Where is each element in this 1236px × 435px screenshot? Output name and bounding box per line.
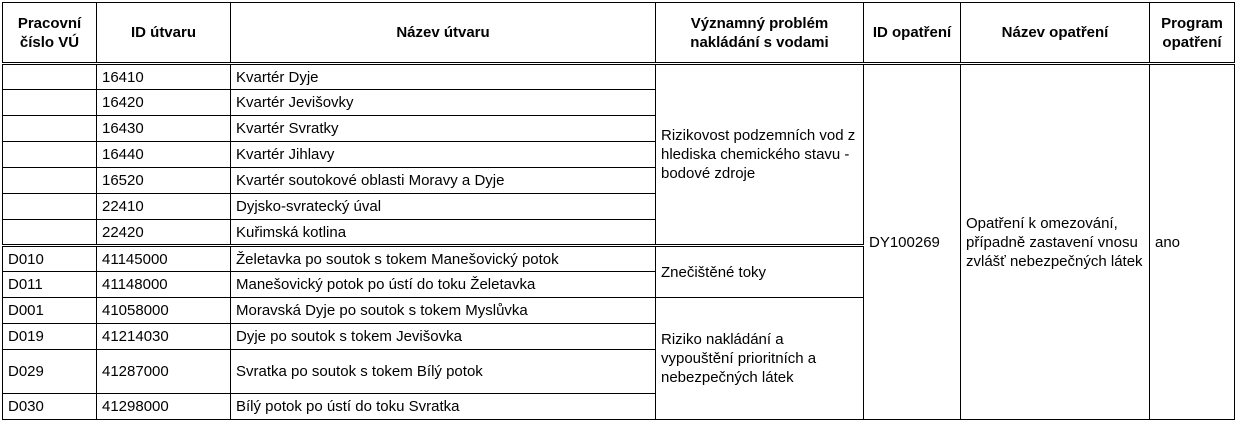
header-program: Program opatření	[1150, 3, 1235, 64]
problem-cell-groundwater: Rizikovost podzemních vod z hlediska chemického stavu - bodové zdroje	[656, 64, 864, 246]
unit-name-cell: Kvartér Jevišovky	[231, 90, 656, 116]
table-row	[3, 64, 1235, 90]
header-row	[3, 3, 1235, 64]
header-unit-id: ID útvaru	[97, 3, 231, 64]
header-vu-number: Pracovní číslo VÚ	[3, 3, 97, 64]
header-measure-id: ID opatření	[864, 3, 961, 64]
vu-number-cell: D010	[3, 246, 97, 272]
unit-id-cell: 22420	[97, 220, 231, 246]
vu-number-cell	[3, 142, 97, 168]
problem-cell-priority-substances: Riziko nakládání a vypouštění prioritních a nebezpečných látek	[656, 298, 864, 420]
vu-number-cell	[3, 168, 97, 194]
unit-name-cell: Kvartér soutokové oblasti Moravy a Dyje	[231, 168, 656, 194]
unit-id-cell: 41148000	[97, 272, 231, 298]
unit-id-cell: 16410	[97, 64, 231, 90]
header-problem: Významný problém nakládání s vodami	[656, 3, 864, 64]
unit-id-cell: 41287000	[97, 350, 231, 394]
unit-id-cell: 16440	[97, 142, 231, 168]
unit-name-cell: Dyjsko-svratecký úval	[231, 194, 656, 220]
vu-number-cell: D011	[3, 272, 97, 298]
program-cell: ano	[1150, 64, 1235, 420]
unit-name-cell: Manešovický potok po ústí do toku Želetavka	[231, 272, 656, 298]
problem-cell-polluted-streams: Znečištěné toky	[656, 246, 864, 298]
unit-name-cell: Želetavka po soutok s tokem Manešovický potok	[231, 246, 656, 272]
measure-name-cell: Opatření k omezování, případně zastavení vnosu zvlášť nebezpečných látek	[961, 64, 1150, 420]
vu-number-cell	[3, 116, 97, 142]
unit-name-cell: Svratka po soutok s tokem Bílý potok	[231, 350, 656, 394]
header-measure-name: Název opatření	[961, 3, 1150, 64]
vu-number-cell	[3, 90, 97, 116]
measure-id-cell: DY100269	[864, 64, 961, 420]
vu-number-cell: D001	[3, 298, 97, 324]
unit-name-cell: Kuřimská kotlina	[231, 220, 656, 246]
measures-table	[2, 2, 1235, 420]
header-unit-name: Název útvaru	[231, 3, 656, 64]
vu-number-cell	[3, 220, 97, 246]
vu-number-cell: D030	[3, 394, 97, 420]
unit-id-cell: 41298000	[97, 394, 231, 420]
vu-number-cell	[3, 194, 97, 220]
unit-id-cell: 41214030	[97, 324, 231, 350]
unit-name-cell: Kvartér Jihlavy	[231, 142, 656, 168]
unit-name-cell: Moravská Dyje po soutok s tokem Myslůvka	[231, 298, 656, 324]
unit-id-cell: 16520	[97, 168, 231, 194]
unit-name-cell: Kvartér Dyje	[231, 64, 656, 90]
unit-name-cell: Dyje po soutok s tokem Jevišovka	[231, 324, 656, 350]
unit-name-cell: Kvartér Svratky	[231, 116, 656, 142]
unit-id-cell: 41058000	[97, 298, 231, 324]
vu-number-cell: D029	[3, 350, 97, 394]
unit-id-cell: 16420	[97, 90, 231, 116]
unit-name-cell: Bílý potok po ústí do toku Svratka	[231, 394, 656, 420]
unit-id-cell: 16430	[97, 116, 231, 142]
unit-id-cell: 41145000	[97, 246, 231, 272]
vu-number-cell: D019	[3, 324, 97, 350]
vu-number-cell	[3, 64, 97, 90]
unit-id-cell: 22410	[97, 194, 231, 220]
